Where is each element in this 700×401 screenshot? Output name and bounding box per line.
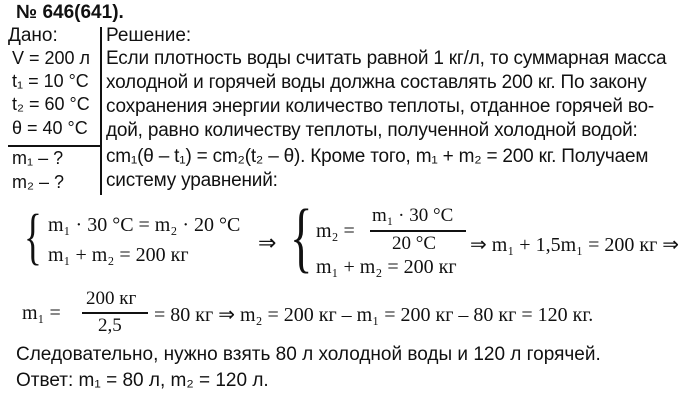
solution-line-4: дой, равно количеству теплоты, полученной холодной водой: [106, 120, 638, 141]
given-divider-vertical [100, 27, 102, 195]
result-tail: = 80 кг ⇒ m₂ = 200 кг – m₁ = 200 кг – 80 кг = 120 кг. [154, 304, 594, 326]
system-frac-numerator: m₁ · 30 °С [372, 205, 454, 226]
solution-line-1: Если плотность воды считать равной 1 кг/л, то суммарная масса [106, 48, 667, 69]
system-frac-left: m₂ = [316, 220, 355, 242]
result-denominator: 2,5 [98, 315, 122, 336]
given-t1: t₁ = 10 °С [12, 71, 89, 91]
find-m2: m₂ – ? [12, 172, 65, 192]
solution-line-3: сохранения энергии количество теплоты, отданное горячей во- [106, 96, 654, 117]
result-left: m₁ = [22, 302, 61, 324]
solution-line-5: cm₁(θ – t₁) = cm₂(t₂ – θ). Кроме того, m₁ + m₂ = 200 кг. Получаем [106, 146, 649, 167]
system-brace-right: { [290, 193, 313, 280]
solution-label: Решение: [106, 25, 192, 46]
system-tail: ⇒ m₁ + 1,5m₁ = 200 кг ⇒ [470, 234, 680, 256]
system-frac-bar [370, 230, 466, 232]
system-brace-left: { [24, 203, 42, 271]
result-frac-bar [82, 312, 148, 314]
given-volume: V = 200 л [12, 48, 91, 68]
system-eq3: m₁ + m₂ = 200 кг [316, 256, 457, 278]
answer-line: Ответ: m₁ = 80 л, m₂ = 120 л. [16, 370, 269, 391]
given-t2: t₂ = 60 °С [12, 94, 90, 114]
given-divider-horizontal [8, 145, 102, 147]
system-frac-denominator: 20 °С [392, 233, 437, 254]
find-m1: m₁ – ? [12, 148, 64, 168]
conclusion-line: Следовательно, нужно взять 80 л холодной воды и 120 л горячей. [16, 344, 601, 365]
problem-number: № 646(641). [16, 2, 124, 23]
system-arrow: ⇒ [258, 230, 277, 255]
system-eq2: m₁ + m₂ = 200 кг [48, 244, 189, 266]
system-eq1: m₁ · 30 °С = m₂ · 20 °С [48, 214, 241, 236]
result-numerator: 200 кг [86, 288, 137, 309]
solution-line-2: холодной и горячей воды должна составлять 200 кг. По закону [106, 72, 647, 93]
solution-line-6: систему уравнений: [106, 170, 278, 191]
given-theta: θ = 40 °С [12, 118, 88, 138]
given-label: Дано: [8, 25, 58, 46]
